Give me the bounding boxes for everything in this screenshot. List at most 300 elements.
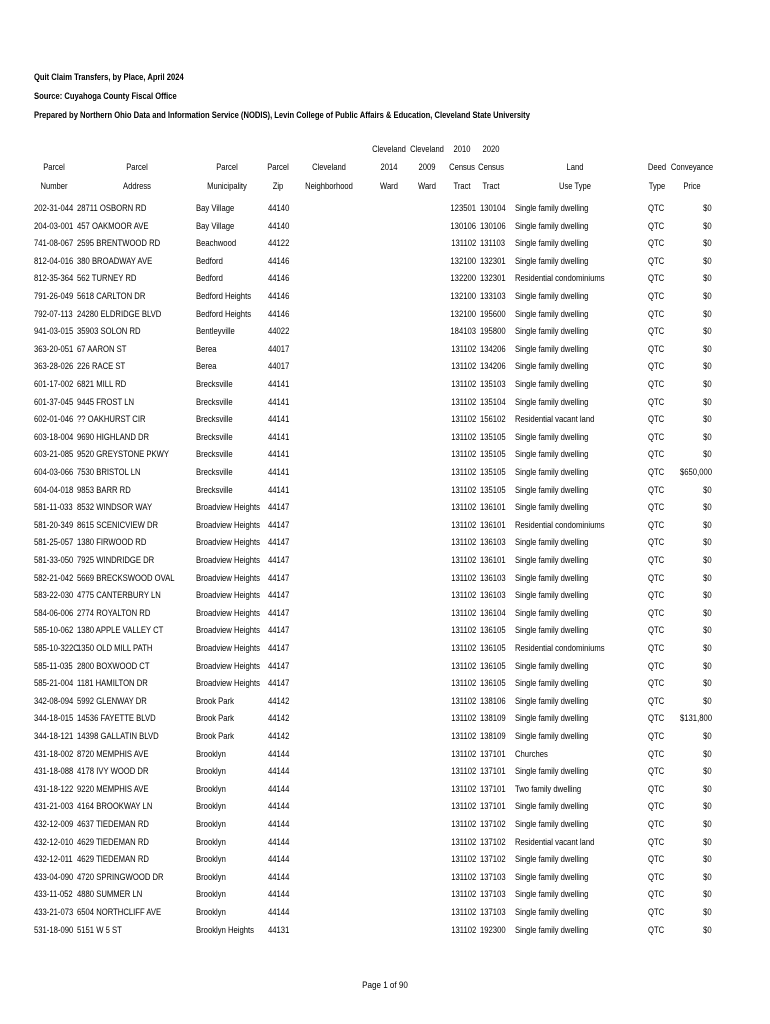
table-row — [0, 342, 770, 360]
cell-conveyance-price: $0 — [703, 361, 712, 373]
cell-land-use: Single family dwelling — [515, 502, 589, 514]
cell-tract-2010: 131102 — [450, 695, 476, 707]
cell-municipality: Brook Park — [196, 713, 234, 725]
cell-conveyance-price: $0 — [703, 431, 712, 443]
cell-land-use: Single family dwelling — [515, 590, 589, 602]
cell-conveyance-price: $0 — [703, 273, 712, 285]
column-header-deed: Deed — [647, 162, 667, 173]
cell-parcel-number: 581-25-057 — [34, 537, 74, 549]
cell-tract-2020: 136101 — [480, 502, 506, 514]
cell-land-use: Single family dwelling — [515, 449, 589, 461]
cell-deed-type: QTC — [648, 467, 665, 478]
cell-deed-type: QTC — [648, 783, 665, 795]
cell-municipality: Bay Village — [196, 203, 235, 214]
cell-parcel-address: 67 AARON ST — [77, 343, 127, 355]
table-row — [0, 729, 770, 747]
cell-deed-type: QTC — [648, 484, 665, 496]
cell-conveyance-price: $0 — [703, 343, 712, 355]
table-row — [0, 447, 770, 465]
cell-tract-2010: 131102 — [450, 502, 476, 514]
table-row — [0, 835, 770, 853]
cell-tract-2010: 131102 — [450, 396, 476, 408]
column-header-municipality: Parcel — [216, 162, 238, 173]
cell-parcel-address: 4720 SPRINGWOOD DR — [77, 871, 164, 883]
cell-land-use: Single family dwelling — [515, 396, 589, 408]
cell-land-use: Single family dwelling — [515, 924, 589, 936]
cell-tract-2020: 136103 — [480, 572, 506, 584]
cell-deed-type: QTC — [648, 273, 665, 285]
cell-tract-2010: 131102 — [450, 449, 476, 461]
cell-zip: 44147 — [268, 572, 290, 584]
cell-deed-type: QTC — [648, 291, 665, 302]
cell-zip: 44122 — [268, 238, 290, 250]
table-row — [0, 782, 770, 800]
cell-deed-type: QTC — [648, 607, 665, 619]
table-row — [0, 412, 770, 430]
cell-land-use: Single family dwelling — [515, 889, 589, 901]
cell-zip: 44141 — [268, 484, 290, 496]
cell-municipality: Broadview Heights — [196, 519, 260, 531]
cell-deed-type: QTC — [648, 326, 665, 338]
cell-parcel-address: 2595 BRENTWOOD RD — [77, 238, 161, 250]
cell-zip: 44147 — [268, 519, 290, 531]
cell-tract-2010: 131102 — [450, 607, 476, 619]
cell-deed-type: QTC — [648, 854, 665, 866]
cell-zip: 44147 — [268, 625, 290, 637]
cell-parcel-number: 431-18-122 — [34, 783, 74, 795]
cell-tract-2020: 135105 — [480, 449, 506, 461]
cell-deed-type: QTC — [648, 361, 665, 373]
cell-tract-2010: 131102 — [450, 379, 476, 390]
cell-parcel-number: 941-03-015 — [34, 326, 74, 338]
cell-conveyance-price: $0 — [703, 854, 712, 866]
column-header-ward2014: Ward — [380, 180, 398, 192]
column-header-parcel-number: Parcel — [43, 162, 65, 173]
cell-parcel-number: 342-08-094 — [34, 695, 74, 707]
table-row — [0, 694, 770, 712]
cell-zip: 44140 — [268, 220, 290, 232]
cell-parcel-number: 603-18-004 — [34, 431, 74, 443]
cell-deed-type: QTC — [648, 643, 665, 654]
cell-zip: 44144 — [268, 871, 290, 883]
table-row — [0, 271, 770, 289]
column-header-ward2014: Cleveland — [372, 143, 406, 155]
cell-tract-2010: 131102 — [450, 836, 476, 848]
table-row — [0, 201, 770, 219]
cell-tract-2010: 131102 — [450, 484, 476, 496]
table-row — [0, 465, 770, 483]
table-row — [0, 359, 770, 377]
cell-deed-type: QTC — [648, 660, 665, 672]
cell-parcel-address: 2800 BOXWOOD CT — [77, 660, 150, 672]
cell-parcel-number: 585-10-062 — [34, 625, 74, 637]
cell-tract-2020: 135105 — [480, 431, 506, 443]
cell-zip: 44141 — [268, 414, 290, 426]
cell-tract-2010: 131102 — [450, 519, 476, 531]
cell-tract-2010: 131102 — [450, 590, 476, 602]
cell-zip: 44022 — [268, 326, 290, 338]
cell-parcel-number: 431-18-088 — [34, 766, 74, 778]
cell-deed-type: QTC — [648, 590, 665, 602]
cell-deed-type: QTC — [648, 889, 665, 901]
cell-zip: 44146 — [268, 308, 290, 320]
cell-zip: 44144 — [268, 819, 290, 830]
cell-deed-type: QTC — [648, 255, 665, 267]
cell-deed-type: QTC — [648, 449, 665, 461]
cell-parcel-address: 2774 ROYALTON RD — [77, 607, 151, 619]
cell-land-use: Single family dwelling — [515, 907, 589, 918]
cell-tract-2020: 132301 — [480, 273, 506, 285]
cell-parcel-number: 432-12-010 — [34, 836, 74, 848]
cell-parcel-address: 4775 CANTERBURY LN — [77, 590, 161, 602]
cell-conveyance-price: $0 — [703, 484, 712, 496]
cell-zip: 44144 — [268, 748, 290, 760]
cell-zip: 44147 — [268, 537, 290, 549]
table-row — [0, 254, 770, 272]
cell-parcel-address: 5669 BRECKSWOOD OVAL — [77, 572, 175, 584]
cell-municipality: Brecksville — [196, 431, 233, 443]
cell-tract-2010: 131102 — [450, 238, 476, 250]
column-header-neighborhood: Neighborhood — [305, 180, 353, 192]
cell-parcel-address: 14398 GALLATIN BLVD — [77, 731, 159, 742]
cell-parcel-number: 812-35-364 — [34, 273, 74, 285]
cell-conveyance-price: $0 — [703, 590, 712, 602]
cell-parcel-number: 585-10-322C — [34, 643, 79, 654]
cell-parcel-address: 9445 FROST LN — [77, 396, 135, 408]
table-row — [0, 219, 770, 237]
cell-tract-2020: 137101 — [480, 748, 506, 760]
cell-municipality: Broadview Heights — [196, 555, 260, 566]
cell-municipality: Beachwood — [196, 238, 237, 250]
cell-parcel-number: 363-20-051 — [34, 343, 74, 355]
cell-zip: 44146 — [268, 291, 290, 302]
cell-municipality: Broadview Heights — [196, 625, 260, 637]
cell-municipality: Brooklyn — [196, 748, 226, 760]
cell-deed-type: QTC — [648, 871, 665, 883]
cell-conveyance-price: $0 — [703, 889, 712, 901]
cell-zip: 44017 — [268, 361, 290, 373]
cell-tract-2010: 130106 — [450, 220, 476, 232]
cell-tract-2020: 195800 — [480, 326, 506, 338]
cell-zip: 44131 — [268, 924, 290, 936]
cell-tract-2010: 131102 — [450, 907, 476, 918]
cell-tract-2020: 137103 — [480, 907, 506, 918]
cell-parcel-number: 585-11-035 — [34, 660, 73, 672]
cell-zip: 44147 — [268, 590, 290, 602]
table-row — [0, 500, 770, 518]
cell-land-use: Single family dwelling — [515, 678, 589, 690]
table-row — [0, 852, 770, 870]
cell-land-use: Single family dwelling — [515, 660, 589, 672]
cell-land-use: Single family dwelling — [515, 555, 589, 566]
cell-deed-type: QTC — [648, 766, 665, 778]
cell-land-use: Single family dwelling — [515, 361, 589, 373]
cell-tract-2020: 136103 — [480, 590, 506, 602]
table-row — [0, 430, 770, 448]
cell-tract-2020: 130104 — [480, 203, 506, 214]
column-header-ward2014: 2014 — [380, 162, 398, 173]
cell-tract-2020: 137103 — [480, 871, 506, 883]
cell-municipality: Brooklyn — [196, 819, 226, 830]
cell-tract-2010: 131102 — [450, 783, 476, 795]
cell-land-use: Residential condominiums — [515, 273, 605, 285]
cell-zip: 44144 — [268, 854, 290, 866]
cell-tract-2020: 137101 — [480, 801, 506, 813]
column-header-zip: Zip — [272, 180, 284, 192]
cell-tract-2010: 131102 — [450, 748, 476, 760]
cell-parcel-address: 8615 SCENICVIEW DR — [77, 519, 159, 531]
cell-municipality: Broadview Heights — [196, 502, 260, 514]
cell-deed-type: QTC — [648, 801, 665, 813]
cell-tract-2020: 136105 — [480, 643, 506, 654]
cell-deed-type: QTC — [648, 836, 665, 848]
cell-municipality: Bedford — [196, 273, 223, 285]
cell-deed-type: QTC — [648, 731, 665, 742]
cell-tract-2010: 131102 — [450, 854, 476, 866]
cell-parcel-number: 585-21-004 — [34, 678, 74, 690]
cell-tract-2020: 134206 — [480, 343, 506, 355]
cell-tract-2010: 131102 — [450, 414, 476, 426]
cell-deed-type: QTC — [648, 308, 665, 320]
cell-municipality: Broadview Heights — [196, 643, 260, 654]
cell-conveyance-price: $0 — [703, 396, 712, 408]
cell-tract-2020: 136105 — [480, 660, 506, 672]
cell-land-use: Residential vacant land — [515, 836, 595, 848]
cell-tract-2010: 131102 — [450, 343, 476, 355]
cell-parcel-number: 432-12-009 — [34, 819, 74, 830]
table-row — [0, 923, 770, 941]
cell-parcel-number: 433-04-090 — [34, 871, 74, 883]
cell-parcel-number: 602-01-046 — [34, 414, 74, 426]
cell-parcel-address: 24280 ELDRIDGE BLVD — [77, 308, 162, 320]
table-row — [0, 289, 770, 307]
cell-municipality: Broadview Heights — [196, 590, 260, 602]
cell-municipality: Brecksville — [196, 379, 233, 390]
cell-land-use: Single family dwelling — [515, 766, 589, 778]
cell-tract-2020: 156102 — [480, 414, 506, 426]
cell-parcel-address: 9520 GREYSTONE PKWY — [77, 449, 169, 461]
cell-tract-2010: 131102 — [450, 625, 476, 637]
cell-zip: 44142 — [268, 731, 290, 742]
cell-municipality: Brook Park — [196, 731, 234, 742]
cell-parcel-address: 5992 GLENWAY DR — [77, 695, 147, 707]
cell-parcel-address: 9690 HIGHLAND DR — [77, 431, 150, 443]
cell-tract-2020: 195600 — [480, 308, 506, 320]
cell-parcel-address: 226 RACE ST — [77, 361, 126, 373]
table-row — [0, 887, 770, 905]
cell-municipality: Brooklyn — [196, 783, 226, 795]
cell-conveyance-price: $0 — [703, 924, 712, 936]
cell-tract-2020: 137101 — [480, 766, 506, 778]
cell-conveyance-price: $0 — [703, 695, 712, 707]
cell-tract-2020: 134206 — [480, 361, 506, 373]
column-header-tract2010: Tract — [453, 180, 471, 192]
cell-tract-2010: 131102 — [450, 678, 476, 690]
cell-parcel-number: 741-08-067 — [34, 238, 74, 250]
table-row — [0, 676, 770, 694]
cell-conveyance-price: $0 — [703, 238, 712, 250]
column-header-municipality: Municipality — [207, 180, 247, 192]
cell-parcel-address: 35903 SOLON RD — [77, 326, 141, 338]
cell-parcel-number: 601-17-002 — [34, 379, 74, 390]
column-header-deed: Type — [648, 180, 666, 192]
cell-deed-type: QTC — [648, 396, 665, 408]
cell-tract-2010: 131102 — [450, 889, 476, 901]
cell-parcel-number: 584-06-006 — [34, 607, 74, 619]
table-row — [0, 483, 770, 501]
cell-conveyance-price: $0 — [703, 748, 712, 760]
cell-parcel-number: 431-18-002 — [34, 748, 74, 760]
cell-conveyance-price: $0 — [703, 255, 712, 267]
cell-municipality: Brook Park — [196, 695, 234, 707]
cell-conveyance-price: $0 — [703, 907, 712, 918]
cell-parcel-number: 344-18-121 — [34, 731, 74, 742]
cell-tract-2020: 138109 — [480, 713, 506, 725]
cell-zip: 44147 — [268, 643, 290, 654]
cell-parcel-address: 380 BROADWAY AVE — [77, 255, 153, 267]
cell-land-use: Single family dwelling — [515, 607, 589, 619]
cell-municipality: Brooklyn — [196, 836, 226, 848]
cell-tract-2020: 136101 — [480, 519, 506, 531]
cell-conveyance-price: $0 — [703, 308, 712, 320]
column-header-tract2020: Tract — [482, 180, 500, 192]
cell-conveyance-price: $131,800 — [679, 713, 712, 725]
cell-municipality: Brooklyn — [196, 766, 226, 778]
cell-conveyance-price: $0 — [703, 502, 712, 514]
cell-parcel-address: 7530 BRISTOL LN — [77, 467, 141, 478]
cell-conveyance-price: $0 — [703, 766, 712, 778]
column-header-neighborhood: Cleveland — [312, 162, 346, 173]
cell-parcel-address: 9220 MEMPHIS AVE — [77, 783, 149, 795]
cell-conveyance-price: $0 — [703, 625, 712, 637]
cell-zip: 44144 — [268, 801, 290, 813]
table-row — [0, 324, 770, 342]
cell-parcel-address: 4178 IVY WOOD DR — [77, 766, 149, 778]
cell-deed-type: QTC — [648, 519, 665, 531]
cell-land-use: Residential condominiums — [515, 519, 605, 531]
report-prepared-by: Prepared by Northern Ohio Data and Information Service (NODIS), Levin College of Public Affairs & Education, Cleveland State University — [34, 110, 530, 121]
cell-municipality: Broadview Heights — [196, 572, 260, 584]
cell-parcel-address: 5618 CARLTON DR — [77, 291, 146, 302]
cell-land-use: Single family dwelling — [515, 713, 589, 725]
cell-parcel-number: 582-21-042 — [34, 572, 74, 584]
cell-parcel-address: 8720 MEMPHIS AVE — [77, 748, 149, 760]
cell-zip: 44146 — [268, 255, 290, 267]
column-header-tract2020: 2020 — [482, 143, 500, 155]
column-header-parcel-number: Number — [40, 180, 68, 192]
column-header-parcel-address: Parcel — [126, 162, 148, 173]
cell-zip: 44147 — [268, 660, 290, 672]
cell-parcel-number: 581-11-033 — [34, 502, 73, 514]
cell-deed-type: QTC — [648, 379, 665, 390]
cell-municipality: Bentleyville — [196, 326, 235, 338]
cell-tract-2010: 131102 — [450, 467, 476, 478]
table-row — [0, 518, 770, 536]
cell-parcel-address: 6821 MILL RD — [77, 379, 127, 390]
cell-tract-2020: 135104 — [480, 396, 506, 408]
cell-parcel-number: 792-07-113 — [34, 308, 73, 320]
cell-municipality: Broadview Heights — [196, 660, 260, 672]
cell-land-use: Single family dwelling — [515, 379, 589, 390]
cell-parcel-address: 562 TURNEY RD — [77, 273, 137, 285]
cell-parcel-address: 4637 TIEDEMAN RD — [77, 819, 149, 830]
cell-parcel-address: 4880 SUMMER LN — [77, 889, 143, 901]
cell-municipality: Brooklyn — [196, 871, 226, 883]
column-header-tract2010: Census — [449, 162, 475, 173]
column-header-parcel-address: Address — [123, 180, 151, 192]
cell-land-use: Single family dwelling — [515, 238, 589, 250]
cell-zip: 44140 — [268, 203, 290, 214]
cell-deed-type: QTC — [648, 678, 665, 690]
cell-tract-2020: 135103 — [480, 379, 506, 390]
table-row — [0, 606, 770, 624]
cell-conveyance-price: $0 — [703, 291, 712, 302]
table-row — [0, 747, 770, 765]
cell-conveyance-price: $0 — [703, 731, 712, 742]
cell-deed-type: QTC — [648, 555, 665, 566]
cell-conveyance-price: $0 — [703, 836, 712, 848]
cell-parcel-address: 1380 APPLE VALLEY CT — [77, 625, 164, 637]
cell-municipality: Bay Village — [196, 220, 235, 232]
cell-conveyance-price: $0 — [703, 326, 712, 338]
cell-land-use: Single family dwelling — [515, 537, 589, 549]
cell-zip: 44142 — [268, 695, 290, 707]
cell-land-use: Residential vacant land — [515, 414, 595, 426]
cell-parcel-number: 812-04-016 — [34, 255, 74, 267]
cell-tract-2020: 137103 — [480, 889, 506, 901]
cell-municipality: Berea — [196, 343, 217, 355]
cell-conveyance-price: $0 — [703, 519, 712, 531]
cell-parcel-number: 604-04-018 — [34, 484, 74, 496]
cell-parcel-number: 791-26-049 — [34, 291, 74, 302]
cell-tract-2010: 131102 — [450, 555, 476, 566]
cell-parcel-number: 603-21-085 — [34, 449, 74, 461]
report-title: Quit Claim Transfers, by Place, April 2024 — [34, 72, 184, 83]
cell-tract-2020: 138106 — [480, 695, 506, 707]
cell-conveyance-price: $0 — [703, 660, 712, 672]
cell-conveyance-price: $650,000 — [679, 467, 712, 478]
cell-parcel-address: 8532 WINDSOR WAY — [77, 502, 153, 514]
cell-conveyance-price: $0 — [703, 449, 712, 461]
table-row — [0, 236, 770, 254]
cell-deed-type: QTC — [648, 343, 665, 355]
cell-land-use: Single family dwelling — [515, 854, 589, 866]
cell-tract-2020: 136105 — [480, 625, 506, 637]
cell-land-use: Single family dwelling — [515, 326, 589, 338]
cell-tract-2020: 136103 — [480, 537, 506, 549]
cell-tract-2020: 137102 — [480, 819, 506, 830]
cell-land-use: Single family dwelling — [515, 819, 589, 830]
cell-parcel-number: 581-20-349 — [34, 519, 74, 531]
cell-parcel-number: 363-28-026 — [34, 361, 74, 373]
cell-zip: 44147 — [268, 502, 290, 514]
cell-land-use: Single family dwelling — [515, 625, 589, 637]
cell-conveyance-price: $0 — [703, 819, 712, 830]
cell-deed-type: QTC — [648, 907, 665, 918]
cell-parcel-address: 7925 WINDRIDGE DR — [77, 555, 155, 566]
cell-municipality: Bedford — [196, 255, 223, 267]
page-number: Page 1 of 90 — [362, 980, 408, 991]
cell-parcel-number: 583-22-030 — [34, 590, 74, 602]
cell-zip: 44141 — [268, 396, 290, 408]
cell-land-use: Single family dwelling — [515, 467, 589, 478]
cell-zip: 44147 — [268, 678, 290, 690]
table-row — [0, 571, 770, 589]
cell-municipality: Broadview Heights — [196, 607, 260, 619]
cell-municipality: Bedford Heights — [196, 308, 252, 320]
cell-municipality: Brecksville — [196, 484, 233, 496]
column-header-ward2009: Cleveland — [410, 143, 444, 155]
